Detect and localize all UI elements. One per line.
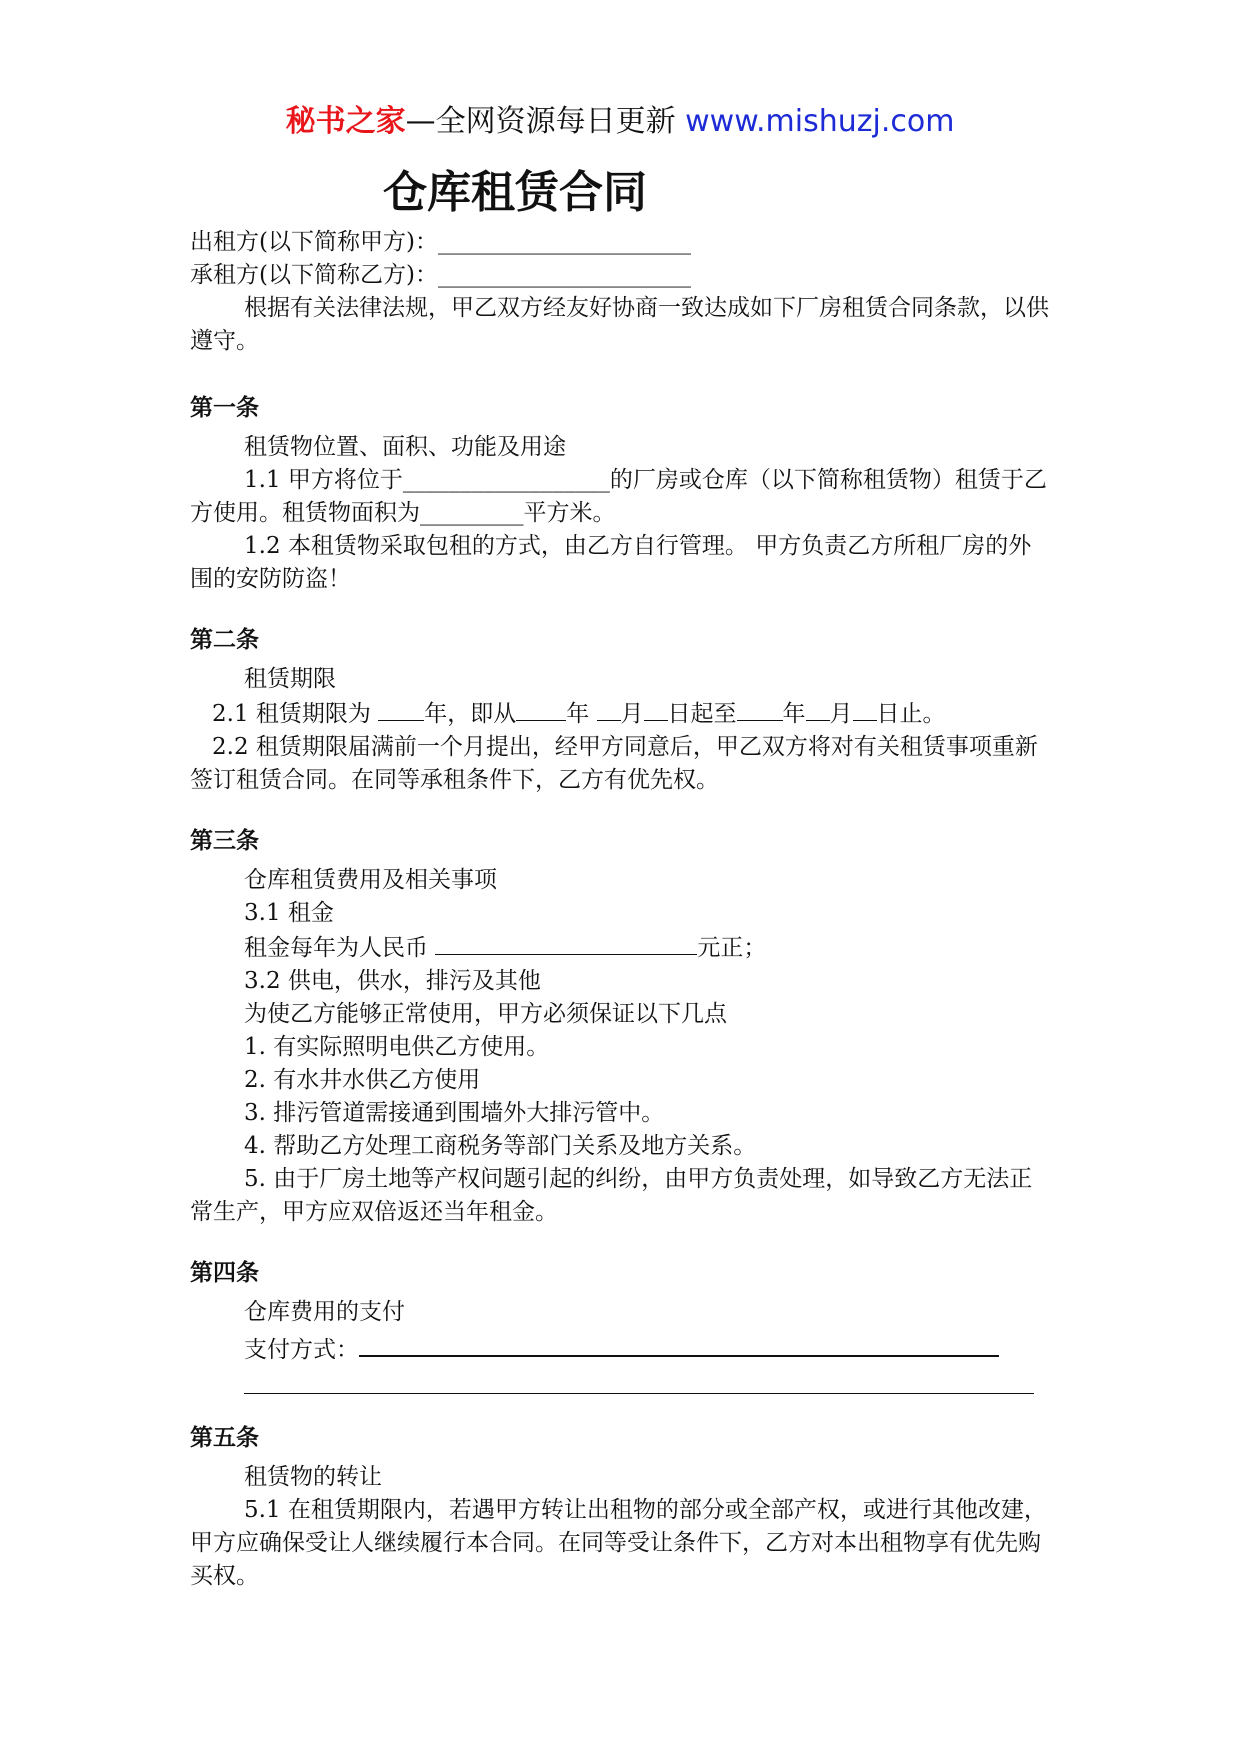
- article-3-heading: 第三条: [190, 828, 259, 854]
- clause-2-1-text: 年，即从: [424, 701, 517, 727]
- rent-label: 租金每年为人民币: [244, 935, 436, 961]
- article-4-heading: 第四条: [190, 1260, 259, 1286]
- document-title: 仓库租赁合同: [383, 167, 647, 218]
- article-2-heading: 第二条: [190, 627, 259, 653]
- brand-name: 秘书之家: [285, 104, 406, 139]
- clause-2-1-text: 月: [620, 701, 644, 727]
- clause-2-1-text: 月: [829, 701, 853, 727]
- clause-2-1: [190, 696, 1050, 731]
- site-banner: [0, 100, 1240, 144]
- clause-3-2-heading: 3.2 供电，供水，排污及其他: [244, 968, 541, 994]
- clause-2-1-text: 日止。: [876, 701, 946, 727]
- clause-2-1-text: 日起至: [667, 701, 737, 727]
- clause-5-1: 5.1 在租赁期限内，若遇甲方转让出租物的部分或全部产权，或进行其他改建，甲方应确保受让人继续履行本合同。在同等受让条件下，乙方对本出租物享有优先购买权。: [190, 1497, 1047, 1589]
- blank-end-month: [806, 696, 830, 721]
- article-5-subtitle: 租赁物的转让: [244, 1464, 382, 1490]
- clause-2-1-text: 年: [566, 701, 597, 727]
- article-1-subtitle: 租赁物位置、面积、功能及用途: [244, 434, 566, 460]
- utilities-intro: 为使乙方能够正常使用，甲方必须保证以下几点: [244, 1001, 727, 1027]
- article-5-heading: 第五条: [190, 1425, 259, 1451]
- blank-start-year: [516, 696, 566, 721]
- lessor-line: 出租方(以下简称甲方)：______________________: [190, 229, 691, 255]
- clause-1-2: 1.2 本租赁物采取包租的方式，由乙方自行管理。 甲方负责乙方所租厂房的外围的安防防盗！: [190, 533, 1032, 592]
- rent-unit: 元正；: [697, 935, 767, 961]
- blank-years: [378, 696, 424, 721]
- article-1-heading: 第一条: [190, 395, 259, 421]
- list-item: 2. 有水井水供乙方使用: [244, 1067, 481, 1093]
- clause-2-1-text: 年: [782, 701, 806, 727]
- list-item: 4. 帮助乙方处理工商税务等部门关系及地方关系。: [244, 1133, 757, 1159]
- contract-body: [190, 226, 1050, 1593]
- blank-payment-extra-line: [244, 1367, 1034, 1394]
- site-url[interactable]: www.mishuzj.com: [685, 104, 955, 139]
- clause-3-1-heading: 3.1 租金: [244, 900, 334, 926]
- blank-start-day: [644, 696, 668, 721]
- payment-method-label: 支付方式：: [244, 1337, 359, 1363]
- blank-start-month: [597, 696, 621, 721]
- clause-2-2: 2.2 租赁期限届满前一个月提出，经甲方同意后，甲乙双方将对有关租赁事项重新签订租赁合同。在同等承租条件下，乙方有优先权。: [190, 734, 1038, 793]
- blank-rent-amount: [435, 930, 697, 955]
- list-item: 1. 有实际照明电供乙方使用。: [244, 1034, 550, 1060]
- article-3-subtitle: 仓库租赁费用及相关事项: [244, 867, 497, 893]
- rent-line: [190, 930, 1050, 965]
- banner-slogan: —全网资源每日更新: [405, 104, 686, 139]
- clause-2-1-text: 2.1 租赁期限为: [212, 701, 379, 727]
- list-item: 5. 由于厂房土地等产权问题引起的纠纷，由甲方负责处理，如导致乙方无法正常生产，甲方应双倍返还当年租金。: [190, 1166, 1033, 1225]
- intro-paragraph: 根据有关法律法规，甲乙双方经友好协商一致达成如下厂房租赁合同条款，以供遵守。: [190, 295, 1049, 354]
- payment-method-line: [190, 1329, 1050, 1367]
- clause-1-1: 1.1 甲方将位于__________________的厂房或仓库（以下简称租赁物）租赁于乙方使用。租赁物面积为_________平方米。: [190, 467, 1047, 526]
- article-4-subtitle: 仓库费用的支付: [244, 1299, 405, 1325]
- blank-end-day: [853, 696, 877, 721]
- blank-payment-method: [359, 1329, 999, 1357]
- list-item: 3. 排污管道需接通到围墙外大排污管中。: [244, 1100, 665, 1126]
- lessee-line: 承租方(以下简称乙方)：______________________: [190, 262, 691, 288]
- article-2-subtitle: 租赁期限: [244, 666, 336, 692]
- blank-end-year: [737, 696, 783, 721]
